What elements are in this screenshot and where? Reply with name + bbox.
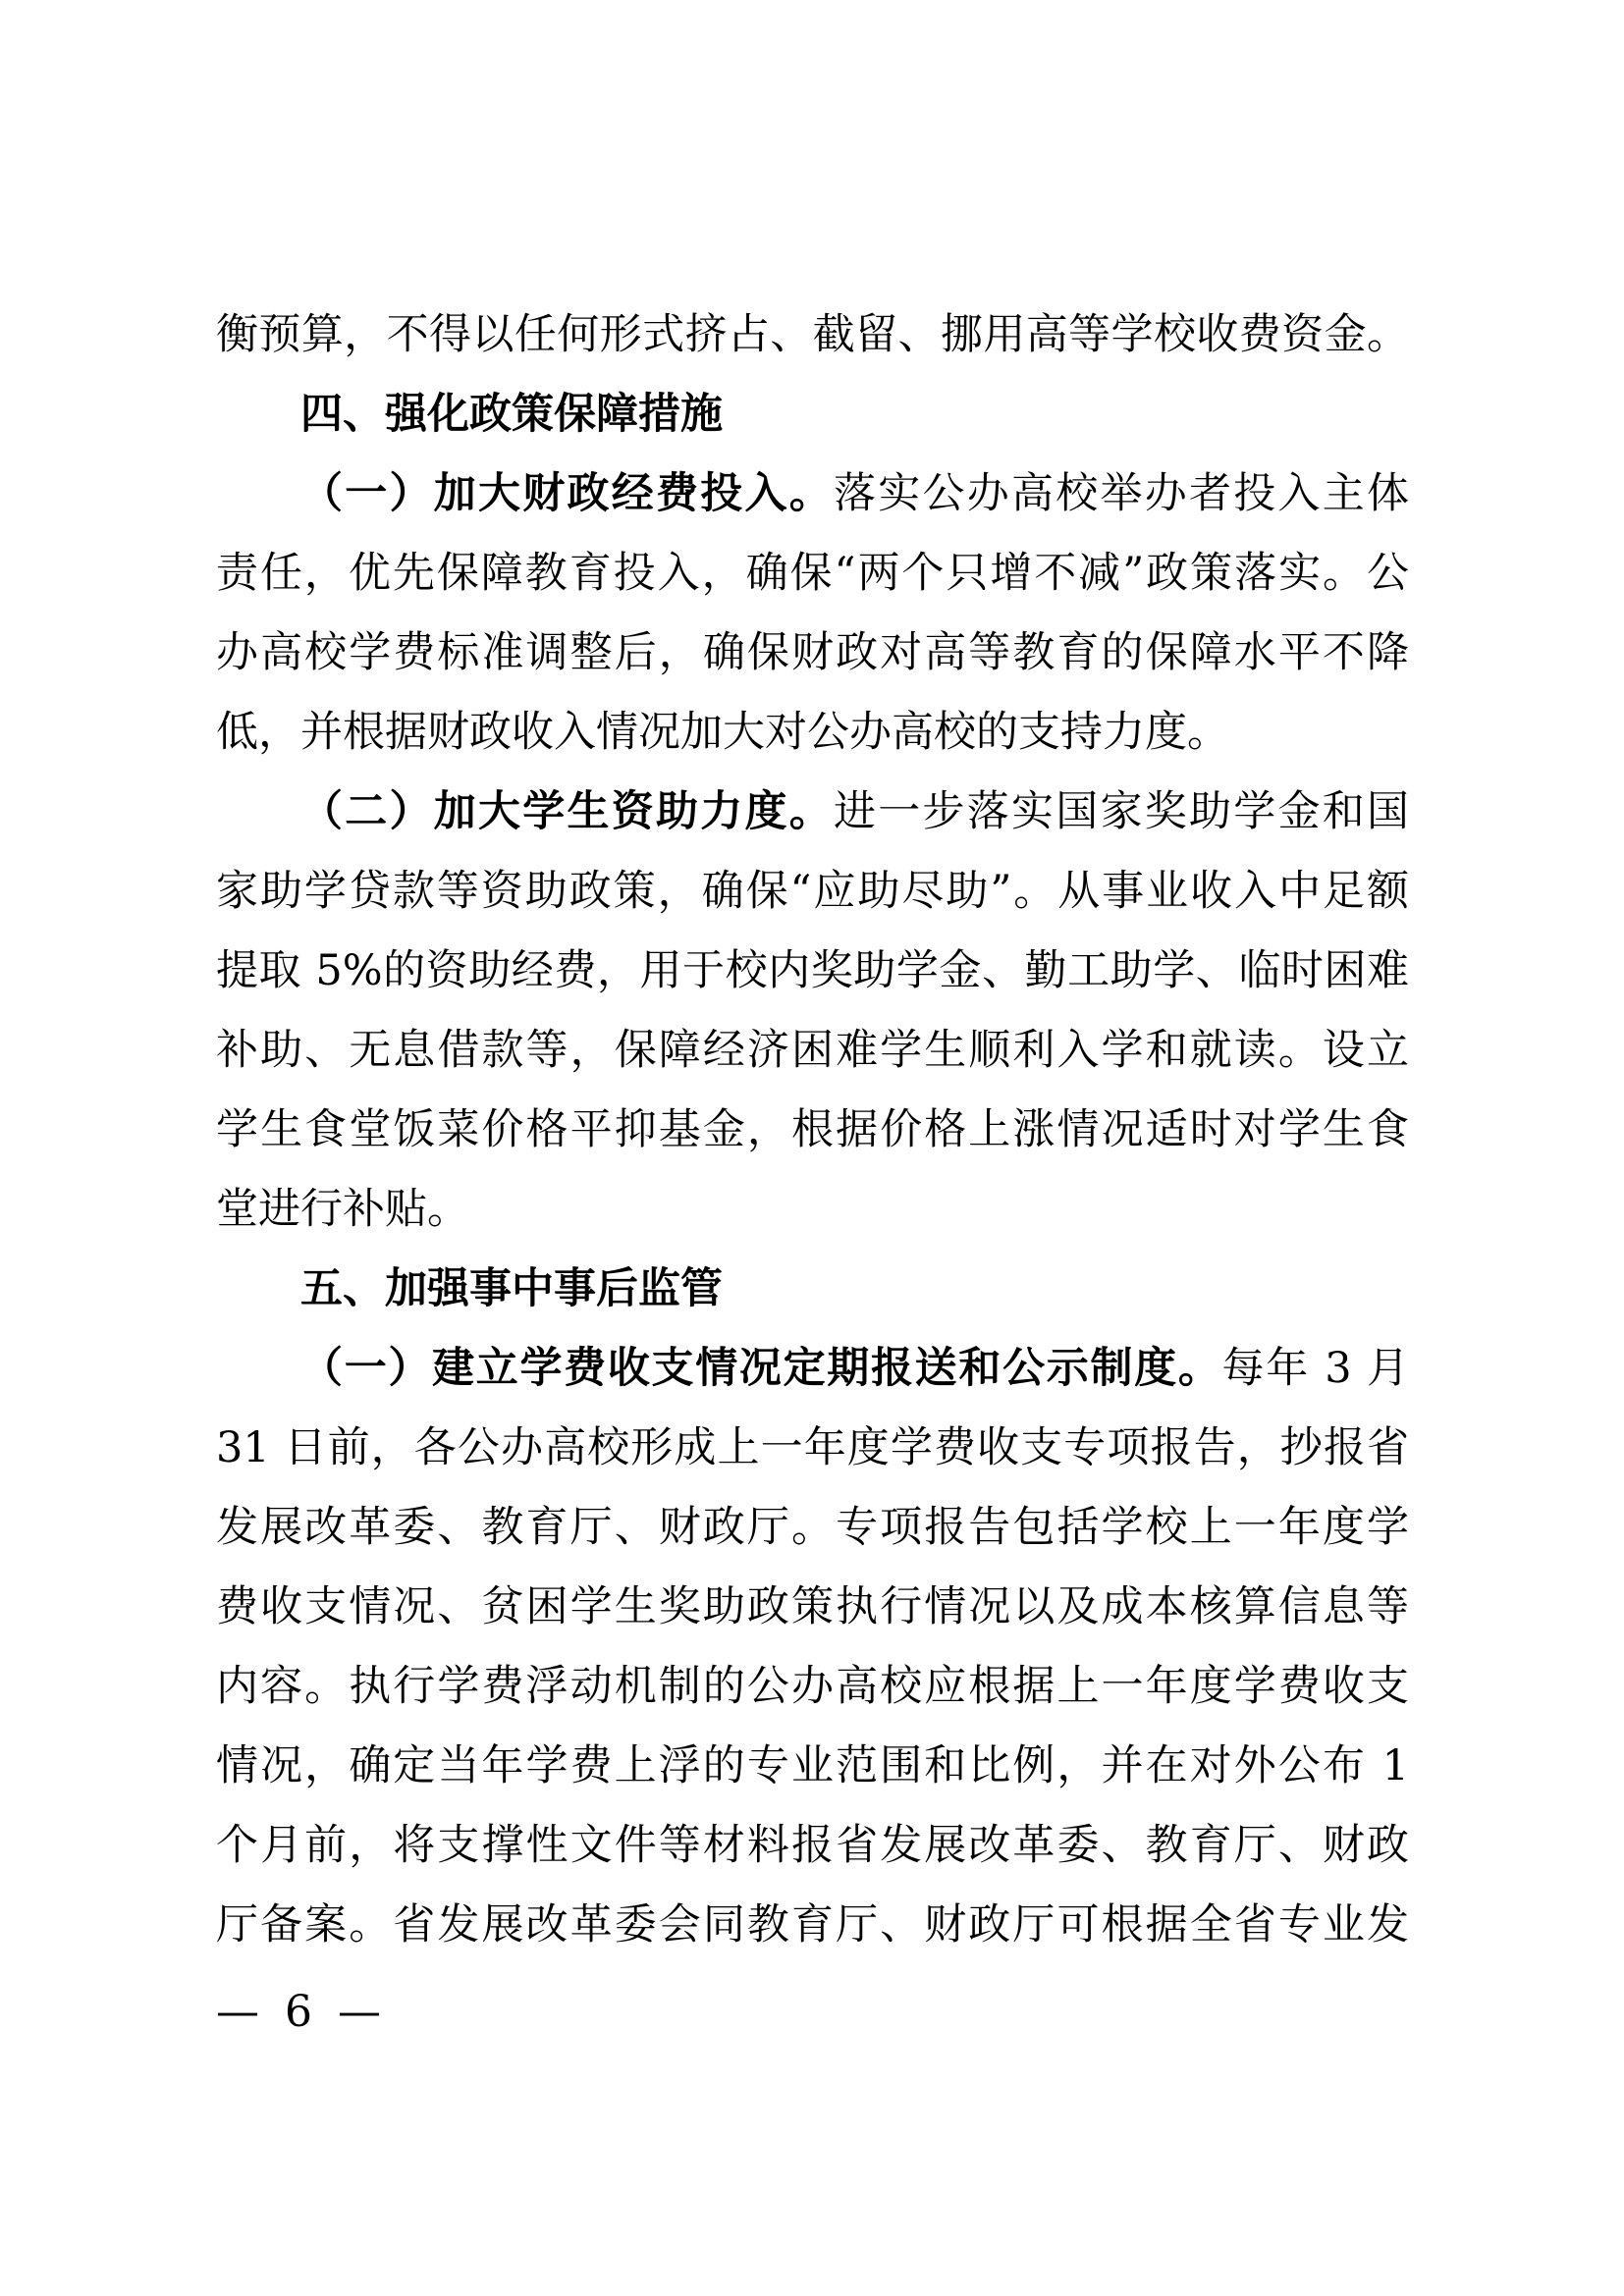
text-segment: 家助学贷款等资助政策，确保“应助尽助”。从事业收入中足额: [216, 867, 1409, 916]
text-line-15: [216, 1409, 1409, 1488]
text-segment: 发展改革委、教育厅、财政厅。专项报告包括学校上一年度学: [216, 1503, 1409, 1552]
text-segment: 衡预算，不得以任何形式挤占、截留、挪用高等学校收费资金。: [216, 310, 1409, 359]
text-segment-bold: 四、强化政策保障措施: [300, 390, 723, 439]
text-segment: 办高校学费标准调整后，确保财政对高等教育的保障水平不降: [216, 628, 1409, 677]
text-line-7: [216, 773, 1409, 852]
page-number-footer: — 6 —: [216, 1987, 387, 2037]
text-line-12: [216, 1170, 1409, 1250]
text-segment-bold: （二）加大学生资助力度。: [300, 787, 834, 836]
text-line-6: [216, 693, 1409, 773]
text-line-16: [216, 1488, 1409, 1568]
text-segment: 学生食堂饭菜价格平抑基金，根据价格上涨情况适时对学生食: [216, 1105, 1409, 1154]
text-segment: 厅备案。省发展改革委会同教育厅、财政厅可根据全省专业发: [216, 1900, 1409, 1949]
body-text: [216, 295, 1409, 1965]
text-segment: 情况，确定当年学费上浮的专业范围和比例，并在对外公布 1: [216, 1741, 1409, 1790]
text-line-5: [216, 614, 1409, 693]
text-segment-bold: （一）加大财政经费投入。: [300, 469, 834, 518]
text-line-19: [216, 1727, 1409, 1806]
text-segment: 个月前，将支撑性文件等材料报省发展改革委、教育厅、财政: [216, 1821, 1409, 1870]
text-segment: 进一步落实国家奖助学金和国: [834, 787, 1409, 836]
text-segment-bold: 五、加强事中事后监管: [300, 1264, 723, 1313]
text-line-1: [216, 295, 1409, 375]
text-line-8: [216, 852, 1409, 932]
text-line-14: [216, 1329, 1409, 1409]
text-line-18: [216, 1647, 1409, 1727]
text-segment: 补助、无息借款等，保障经济困难学生顺利入学和就读。设立: [216, 1026, 1409, 1075]
text-line-13: [216, 1250, 1409, 1329]
text-segment: 31 日前，各公办高校形成上一年度学费收支专项报告，抄报省: [216, 1423, 1409, 1472]
text-segment: 落实公办高校举办者投入主体: [834, 469, 1409, 518]
text-segment: 每年 3 月: [1221, 1344, 1409, 1393]
text-line-17: [216, 1568, 1409, 1647]
text-line-11: [216, 1091, 1409, 1170]
text-line-2: [216, 375, 1409, 454]
text-segment: 低，并根据财政收入情况加大对公办高校的支持力度。: [216, 708, 1229, 757]
text-segment-bold: （一）建立学费收支情况定期报送和公示制度。: [300, 1344, 1222, 1393]
text-segment: 提取 5%的资助经费，用于校内奖助学金、勤工助学、临时困难: [216, 946, 1409, 995]
text-line-3: [216, 454, 1409, 534]
text-line-4: [216, 534, 1409, 614]
text-segment: 费收支情况、贫困学生奖助政策执行情况以及成本核算信息等: [216, 1582, 1409, 1631]
text-line-20: [216, 1806, 1409, 1886]
text-line-10: [216, 1011, 1409, 1091]
text-segment: 内容。执行学费浮动机制的公办高校应根据上一年度学费收支: [216, 1662, 1409, 1711]
text-segment: 责任，优先保障教育投入，确保“两个只增不减”政策落实。公: [216, 549, 1409, 598]
text-line-21: [216, 1886, 1409, 1965]
text-segment: 堂进行补贴。: [216, 1185, 469, 1234]
text-line-9: [216, 932, 1409, 1011]
